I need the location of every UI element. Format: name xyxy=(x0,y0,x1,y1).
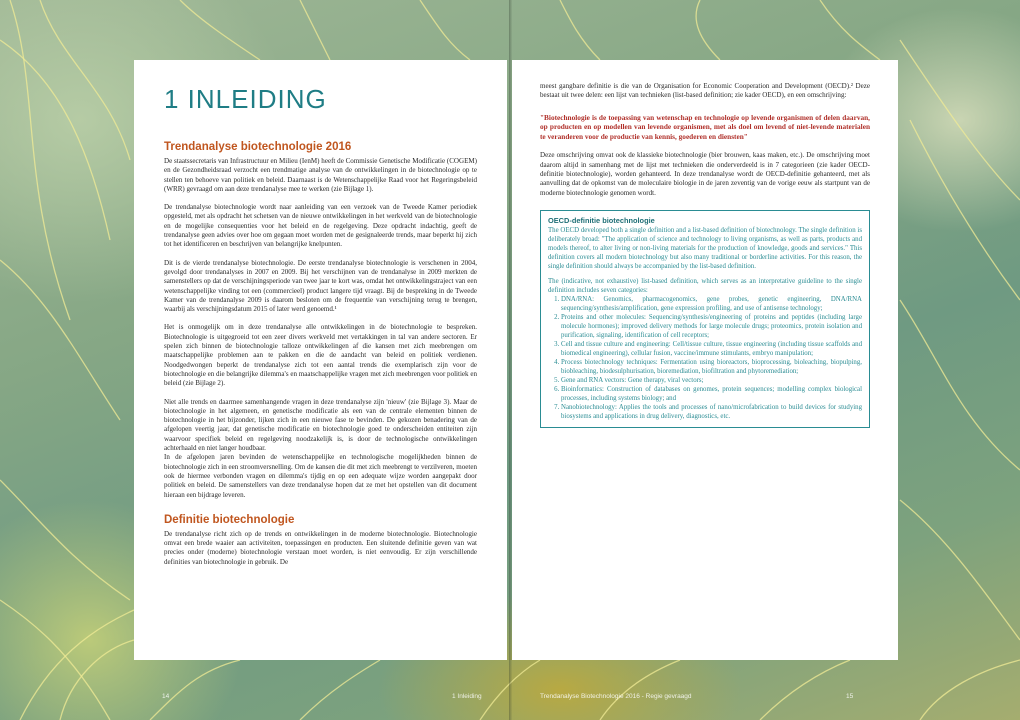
oecd-box-paragraph: The (indicative, not exhaustive) list-based definition, which serves as an interpretative guideline to the single definition includes seven categories: xyxy=(548,277,862,294)
paragraph: In de afgelopen jaren bevinden de wetenschappelijke en technologische mogelijkheden binnen de biotechnologie zich in een stroomversnelling. Om de kansen die dit met zich meebrengt te verzilveren, moeten ook de hiermee verbonden vragen en dilemma's tijdig en op een adequate wijze worden aangepakt door politiek en beleid. De samenstellers van deze trendanalyse hopen dat ze met het opstellen van dit document hieraan een bijdrage leveren. xyxy=(164,453,477,499)
right-page xyxy=(512,60,898,660)
oecd-box-paragraph: The OECD developed both a single definition and a list-based definition of biotechnology. The single definition is deliberately broad: "The application of science and technology to living organisms, as well as parts, products and models thereof, to alter living or non-living materials for the production of knowledge, goods and services." This definition covers all modern biotechnology but also many traditional or borderline activities. For this reason, the single definition should always be accompanied by the list-based definition. xyxy=(548,226,862,270)
left-footer-section: 1 Inleiding xyxy=(452,693,482,700)
list-item: 5. Gene and RNA vectors: Gene therapy, viral vectors; xyxy=(561,376,862,385)
list-item: 6. Bioinformatics: Construction of databases on genomes, protein sequences; modelling complex biological processes, including systems biology; and xyxy=(561,385,862,403)
paragraph: De staatssecretaris van Infrastructuur en Milieu (IenM) heeft de Commissie Genetische Modificatie (COGEM) en de Gezondheidsraad verzocht een trendmatige analyse van de ontwikkelingen in de biotechnologie op te stellen ten behoeve van politiek en beleid. Daarnaast is de Wetenschappelijke Raad voor het Regeringsbeleid (WRR) gevraagd om aan deze trendanalyse mee te werken (zie Bijlage 1). xyxy=(164,157,477,193)
oecd-definition-box xyxy=(540,210,870,428)
oecd-box-title: OECD-definitie biotechnologie xyxy=(548,215,655,225)
list-item: 1. DNA/RNA: Genomics, pharmacogenomics, gene probes, genetic engineering, DNA/RNA sequencing/synthesis/amplification, gene expression profiling, and use of antisense technology; xyxy=(561,295,862,313)
paragraph-body: Deze omschrijving omvat ook de klassieke biotechnologie (bier brouwen, kaas maken, etc.). De omschrijving moet daarom altijd in samenhang met de lijst met technieken die onderverdeeld is in 7 categorieen (zie kader OECD-definitie biotechnologie), worden gehanteerd. In deze trendanalyse wordt de OECD-definitie gehanteerd, met als aanvulling dat de opkomst van de moleculaire biologie in de jaren zeventig van de vorige eeuw als startpunt van de moderne biotechnologie genomen wordt. xyxy=(540,151,870,197)
section-heading-trendanalyse: Trendanalyse biotechnologie 2016 xyxy=(164,141,352,153)
paragraph: Dit is de vierde trendanalyse biotechnologie. De eerste trendanalyse biotechnologie is verschenen in 2004, gevolgd door trendanalyses in 2007 en 2009. Bij het verschijnen van de trendanalyse in 2009 merkten de samenstellers op dat de verschijningsperiode van twee jaar te kort was, omdat het ontwikkelingstraject van een wetenschappelijke vinding tot een (commercieel) product langere tijd vraagt. Bij de bespreking in de Tweede Kamer van de trendanalyse 2009 is daarom besloten om de frequentie van verschijning terug te brengen, waarbij als verschijningsdatum 2015 of later werd genoemd.¹ xyxy=(164,258,477,314)
paragraph-intro: meest gangbare definitie is die van de Organisation for Economic Cooperation and Development (OECD).² Deze bestaat uit twee delen: een lijst van technieken (list-based definition; zie kader OECD), en een omschrijving: xyxy=(540,82,870,100)
paragraph: Niet alle trends en daarmee samenhangende vragen in deze trendanalyse zijn 'nieuw' (zie Bijlage 3). Maar de biotechnologie in het algemeen, en genetische modificatie als een van de centrale elementen binnen de biotechnologie in het bijzonder, lijken zich in een nieuwe fase te bevinden. De gekozen benadering van de afgelopen veertig jaar, dat genetische modificatie en biotechnologie goed te onderscheiden entiteiten zijn waarvoor specifiek beleid en regelgeving noodzakelijk is, is door de technologische ontwikkelingen achterhaald en niet langer houdbaar. xyxy=(164,397,477,453)
right-footer-title: Trendanalyse Biotechnologie 2016 - Regie gevraagd xyxy=(540,693,692,700)
oecd-category-list xyxy=(548,295,862,421)
list-item: 4. Process biotechnology techniques: Fermentation using bioreactors, bioprocessing, bioleaching, biopulping, biobleaching, biodesulphurisation, bioremediation, biofiltration and phytoremediation; xyxy=(561,358,862,376)
left-page-number: 14 xyxy=(162,693,170,700)
list-item: 7. Nanobiotechnology: Applies the tools and processes of nano/microfabrication to build devices for studying biosystems and applications in drug delivery, diagnostics, etc. xyxy=(561,403,862,421)
paragraph: De trendanalyse biotechnologie wordt naar aanleiding van een verzoek van de Tweede Kamer periodiek opgesteld, met als opdracht het schetsen van de nieuwe ontwikkelingen in het werkveld van de biotechnologie en de mogelijke consequenties voor het beleid en de regelgeving. Deze opdracht indachtig, geeft de trendanalyse geen advies over hoe om gegaan moet worden met de gesignaleerde trends, maar beperkt hij zich tot het identificeren en beschrijven van belangrijke knelpunten. xyxy=(164,203,477,249)
left-page xyxy=(134,60,507,660)
definition-quote: "Biotechnologie is de toepassing van wetenschap en technologie op levende organismen of delen daarvan, op producten en op modellen van levende organismen, met als doel om levend of niet-levende materialen te veranderen voor de productie van kennis, goederen en diensten" xyxy=(540,112,870,141)
list-item: 2. Proteins and other molecules: Sequencing/synthesis/engineering of proteins and peptides (including large molecule hormones); improved delivery methods for large molecule drugs; proteomics, protein isolation and purification, signaling, identification of cell receptors; xyxy=(561,313,862,340)
list-item: 3. Cell and tissue culture and engineering: Cell/tissue culture, tissue engineering (including tissue scaffolds and biomedical engineering), cellular fusion, vaccine/immune stimulants, embryo manipulation; xyxy=(561,340,862,358)
section-heading-definitie: Definitie biotechnologie xyxy=(164,513,295,526)
right-page-number: 15 xyxy=(846,693,854,700)
paragraph: Het is onmogelijk om in deze trendanalyse alle ontwikkelingen in de biotechnologie te bespreken. Biotechnologie is uitgegroeid tot een zeer divers werkveld met vertakkingen in tal van andere sectoren. Er spelen zich binnen de biotechnologie talloze ontwikkelingen af die kansen met zich meebrengen om maatschappelijke problemen aan te pakken en die de aandacht van beleid en politiek verdienen. Noodgedwongen beperkt de trendanalyse zich tot een aantal trends die exemplarisch zijn voor de biotechnologie en die belangrijke dilemma's en maatschappelijke vragen met zich meebrengen voor politiek en beleid (zie Bijlage 2). xyxy=(164,323,477,388)
chapter-title: 1 INLEIDING xyxy=(164,84,327,114)
paragraph: De trendanalyse richt zich op de trends en ontwikkelingen in de moderne biotechnologie. Biotechnologie omvat een brede waaier aan activiteiten, toepassingen en producten. Een sluitende definitie geven van wat precies onder (moderne) biotechnologie verstaan moet worden, is niet eenvoudig. Er zijn verschillende definities van biotechnologie in gebruik. De xyxy=(164,529,477,566)
